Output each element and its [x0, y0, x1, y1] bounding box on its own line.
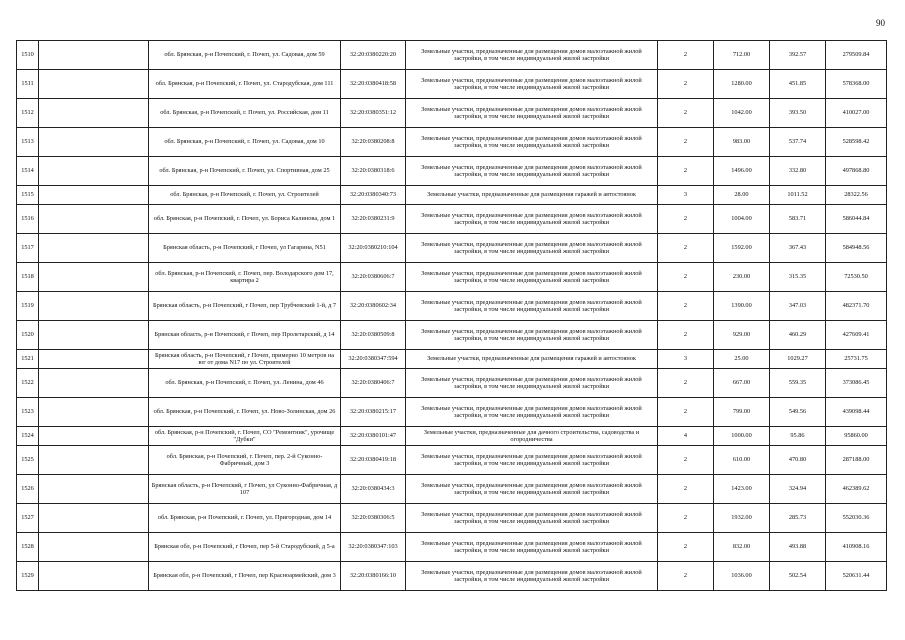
- row-number-cell: 1516: [17, 205, 39, 234]
- specific-value-cell: 347.03: [770, 292, 826, 321]
- address-cell: Брянская область, р-н Почепский, г Почеп, ул Суконно-Фабричная, д 107: [149, 475, 341, 504]
- cadastral-number-cell: 32:20:0380347:103: [341, 533, 406, 562]
- table-row: [17, 292, 887, 321]
- area-cell: 25.00: [714, 350, 770, 369]
- area-cell: 832.00: [714, 533, 770, 562]
- table-row: [17, 186, 887, 205]
- table-row: [17, 533, 887, 562]
- blank-cell: [39, 533, 149, 562]
- cadastral-value-cell: 279509.84: [826, 41, 887, 70]
- blank-cell: [39, 157, 149, 186]
- specific-value-cell: 95.86: [770, 427, 826, 446]
- group-cell: 2: [658, 446, 714, 475]
- blank-cell: [39, 41, 149, 70]
- land-use-cell: Земельные участки, предназначенные для размещения домов малоэтажной жилой застройки, в том числе индивидуальной жилой застройки: [406, 128, 658, 157]
- cadastral-value-cell: 28322.56: [826, 186, 887, 205]
- specific-value-cell: 460.29: [770, 321, 826, 350]
- blank-cell: [39, 70, 149, 99]
- land-use-cell: Земельные участки, предназначенные для размещения домов малоэтажной жилой застройки, в том числе индивидуальной жилой застройки: [406, 205, 658, 234]
- row-number-cell: 1518: [17, 263, 39, 292]
- address-cell: обл. Брянская, р-н Почепский, г. Почеп, пер. Володарского дом 17, квартира 2: [149, 263, 341, 292]
- land-use-cell: Земельные участки, предназначенные для дачного строительства, садоводства и огородничества: [406, 427, 658, 446]
- cadastral-number-cell: 32:20:0380231:9: [341, 205, 406, 234]
- cadastral-number-cell: 32:20:0380220:20: [341, 41, 406, 70]
- area-cell: 799.00: [714, 398, 770, 427]
- group-cell: 2: [658, 234, 714, 263]
- row-number-cell: 1517: [17, 234, 39, 263]
- cadastral-value-cell: 287188.00: [826, 446, 887, 475]
- land-use-cell: Земельные участки, предназначенные для размещения домов малоэтажной жилой застройки, в том числе индивидуальной жилой застройки: [406, 398, 658, 427]
- area-cell: 1280.00: [714, 70, 770, 99]
- address-cell: обл. Брянская, р-н Почепский, г. Почеп, ул. Бориса Калинова, дом 1: [149, 205, 341, 234]
- group-cell: 2: [658, 41, 714, 70]
- land-use-cell: Земельные участки, предназначенные для размещения домов малоэтажной жилой застройки, в том числе индивидуальной жилой застройки: [406, 41, 658, 70]
- cadastral-number-cell: 32:20:0380208:8: [341, 128, 406, 157]
- specific-value-cell: 285.73: [770, 504, 826, 533]
- group-cell: 2: [658, 70, 714, 99]
- table-row: [17, 427, 887, 446]
- area-cell: 1390.00: [714, 292, 770, 321]
- row-number-cell: 1526: [17, 475, 39, 504]
- address-cell: Брянская область, р-н Почепский, г Почеп, пер Пролетарский, д 14: [149, 321, 341, 350]
- row-number-cell: 1521: [17, 350, 39, 369]
- cadastral-value-cell: 439098.44: [826, 398, 887, 427]
- row-number-cell: 1520: [17, 321, 39, 350]
- cadastral-number-cell: 32:20:0380418:58: [341, 70, 406, 99]
- land-use-cell: Земельные участки, предназначенные для размещения домов малоэтажной жилой застройки, в том числе индивидуальной жилой застройки: [406, 157, 658, 186]
- area-cell: 1036.00: [714, 562, 770, 591]
- area-cell: 667.00: [714, 369, 770, 398]
- area-cell: 1592.00: [714, 234, 770, 263]
- cadastral-value-cell: 528598.42: [826, 128, 887, 157]
- land-use-cell: Земельные участки, предназначенные для размещения домов малоэтажной жилой застройки, в том числе индивидуальной жилой застройки: [406, 369, 658, 398]
- blank-cell: [39, 234, 149, 263]
- blank-cell: [39, 504, 149, 533]
- land-use-cell: Земельные участки, предназначенные для размещения домов малоэтажной жилой застройки, в том числе индивидуальной жилой застройки: [406, 292, 658, 321]
- table-row: [17, 321, 887, 350]
- cadastral-value-cell: 520631.44: [826, 562, 887, 591]
- land-use-cell: Земельные участки, предназначенные для размещения домов малоэтажной жилой застройки, в том числе индивидуальной жилой застройки: [406, 533, 658, 562]
- address-cell: обл. Брянская, р-н Почепский, г. Почеп, СО "Ремонтник", урочище "Дубки": [149, 427, 341, 446]
- cadastral-number-cell: 32:20:0380606:7: [341, 263, 406, 292]
- row-number-cell: 1524: [17, 427, 39, 446]
- cadastral-number-cell: 32:20:0380347:594: [341, 350, 406, 369]
- specific-value-cell: 502.54: [770, 562, 826, 591]
- blank-cell: [39, 446, 149, 475]
- blank-cell: [39, 427, 149, 446]
- area-cell: 1496.00: [714, 157, 770, 186]
- land-use-cell: Земельные участки, предназначенные для размещения домов малоэтажной жилой застройки, в том числе индивидуальной жилой застройки: [406, 70, 658, 99]
- table-row: [17, 205, 887, 234]
- cadastral-value-cell: 584948.56: [826, 234, 887, 263]
- land-use-cell: Земельные участки, предназначенные для размещения домов малоэтажной жилой застройки, в том числе индивидуальной жилой застройки: [406, 321, 658, 350]
- address-cell: Брянская область, р-н Почепский, г Почеп, пер Трубчевский 1-й, д 7: [149, 292, 341, 321]
- group-cell: 2: [658, 398, 714, 427]
- group-cell: 2: [658, 263, 714, 292]
- specific-value-cell: 493.88: [770, 533, 826, 562]
- blank-cell: [39, 350, 149, 369]
- group-cell: 2: [658, 369, 714, 398]
- address-cell: обл. Брянская, р-н Почепский, г. Почеп, ул. Садовая, дом 10: [149, 128, 341, 157]
- address-cell: Брянская обл, р-н Почепский, г Почеп, пер Красноармейский, дом 3: [149, 562, 341, 591]
- land-use-cell: Земельные участки, предназначенные для размещения домов малоэтажной жилой застройки, в том числе индивидуальной жилой застройки: [406, 446, 658, 475]
- address-cell: обл. Брянская, р-н Почепский, г. Почеп, ул. Пригородная, дом 14: [149, 504, 341, 533]
- land-use-cell: Земельные участки, предназначенные для размещения гаражей и автостоянок: [406, 186, 658, 205]
- address-cell: Брянская область, р-н Почепский, г Почеп, ул Гагарина, N51: [149, 234, 341, 263]
- blank-cell: [39, 186, 149, 205]
- cadastral-number-cell: 32:20:0380166:10: [341, 562, 406, 591]
- address-cell: обл. Брянская, р-н Почепский, г. Почеп, ул. Спортивная, дом 25: [149, 157, 341, 186]
- area-cell: 1932.00: [714, 504, 770, 533]
- specific-value-cell: 393.50: [770, 99, 826, 128]
- cadastral-value-cell: 578368.00: [826, 70, 887, 99]
- specific-value-cell: 315.35: [770, 263, 826, 292]
- blank-cell: [39, 128, 149, 157]
- address-cell: Брянская область, р-н Почепский, г Почеп, примерно 10 метров на юг от дома N17 по ул. Строителей: [149, 350, 341, 369]
- table-row: [17, 475, 887, 504]
- row-number-cell: 1511: [17, 70, 39, 99]
- cadastral-number-cell: 32:20:0380419:18: [341, 446, 406, 475]
- table-row: [17, 504, 887, 533]
- cadastral-number-cell: 32:20:0380318:6: [341, 157, 406, 186]
- group-cell: 2: [658, 157, 714, 186]
- address-cell: обл. Брянская, р-н Почепский, г. Почеп, ул. Стародубская, дом 111: [149, 70, 341, 99]
- specific-value-cell: 332.80: [770, 157, 826, 186]
- land-use-cell: Земельные участки, предназначенные для размещения домов малоэтажной жилой застройки, в том числе индивидуальной жилой застройки: [406, 475, 658, 504]
- cadastral-number-cell: 32:20:0380306:5: [341, 504, 406, 533]
- table-row: [17, 234, 887, 263]
- area-cell: 610.00: [714, 446, 770, 475]
- cadastral-number-cell: 32:20:0380602:34: [341, 292, 406, 321]
- area-cell: 1042.00: [714, 99, 770, 128]
- table-row: [17, 398, 887, 427]
- group-cell: 2: [658, 321, 714, 350]
- group-cell: 2: [658, 504, 714, 533]
- blank-cell: [39, 205, 149, 234]
- land-use-cell: Земельные участки, предназначенные для размещения домов малоэтажной жилой застройки, в том числе индивидуальной жилой застройки: [406, 234, 658, 263]
- address-cell: обл. Брянская, р-н Почепский, г. Почеп, пер. 2-й Суконно-Фабричный, дом 3: [149, 446, 341, 475]
- address-cell: обл. Брянская, р-н Почепский, г. Почеп, ул. Ново-Золинская, дом 26: [149, 398, 341, 427]
- specific-value-cell: 537.74: [770, 128, 826, 157]
- cadastral-number-cell: 32:20:0380215:17: [341, 398, 406, 427]
- specific-value-cell: 559.35: [770, 369, 826, 398]
- group-cell: 3: [658, 186, 714, 205]
- table-row: [17, 70, 887, 99]
- row-number-cell: 1529: [17, 562, 39, 591]
- blank-cell: [39, 292, 149, 321]
- row-number-cell: 1515: [17, 186, 39, 205]
- cadastral-value-cell: 427609.41: [826, 321, 887, 350]
- cadastral-number-cell: 32:20:0380340:73: [341, 186, 406, 205]
- land-use-cell: Земельные участки, предназначенные для размещения домов малоэтажной жилой застройки, в том числе индивидуальной жилой застройки: [406, 99, 658, 128]
- specific-value-cell: 470.80: [770, 446, 826, 475]
- land-use-cell: Земельные участки, предназначенные для размещения домов малоэтажной жилой застройки, в том числе индивидуальной жилой застройки: [406, 504, 658, 533]
- cadastral-number-cell: 32:20:0380509:8: [341, 321, 406, 350]
- cadastral-value-cell: 373086.45: [826, 369, 887, 398]
- cadastral-value-table: [16, 40, 887, 591]
- cadastral-value-cell: 410027.00: [826, 99, 887, 128]
- row-number-cell: 1510: [17, 41, 39, 70]
- address-cell: Брянская обл, р-н Почепский, г Почеп, пер 5-й Стародубский, д 5-а: [149, 533, 341, 562]
- cadastral-number-cell: 32:20:0380351:12: [341, 99, 406, 128]
- cadastral-number-cell: 32:20:0380210:104: [341, 234, 406, 263]
- cadastral-value-cell: 410908.16: [826, 533, 887, 562]
- specific-value-cell: 549.56: [770, 398, 826, 427]
- table-row: [17, 99, 887, 128]
- area-cell: 230.00: [714, 263, 770, 292]
- group-cell: 2: [658, 562, 714, 591]
- cadastral-value-cell: 552030.36: [826, 504, 887, 533]
- area-cell: 28.00: [714, 186, 770, 205]
- specific-value-cell: 583.71: [770, 205, 826, 234]
- row-number-cell: 1513: [17, 128, 39, 157]
- blank-cell: [39, 475, 149, 504]
- group-cell: 2: [658, 205, 714, 234]
- blank-cell: [39, 263, 149, 292]
- area-cell: 983.00: [714, 128, 770, 157]
- area-cell: 1000.00: [714, 427, 770, 446]
- address-cell: обл. Брянская, р-н Почепский, г. Почеп, ул. Строителей: [149, 186, 341, 205]
- area-cell: 929.00: [714, 321, 770, 350]
- group-cell: 2: [658, 533, 714, 562]
- group-cell: 2: [658, 292, 714, 321]
- land-use-cell: Земельные участки, предназначенные для размещения гаражей и автостоянок: [406, 350, 658, 369]
- table-row: [17, 562, 887, 591]
- table-row: [17, 350, 887, 369]
- row-number-cell: 1519: [17, 292, 39, 321]
- blank-cell: [39, 369, 149, 398]
- cadastral-number-cell: 32:20:0380434:3: [341, 475, 406, 504]
- area-cell: 712.00: [714, 41, 770, 70]
- row-number-cell: 1525: [17, 446, 39, 475]
- specific-value-cell: 451.85: [770, 70, 826, 99]
- group-cell: 4: [658, 427, 714, 446]
- land-use-cell: Земельные участки, предназначенные для размещения домов малоэтажной жилой застройки, в том числе индивидуальной жилой застройки: [406, 562, 658, 591]
- area-cell: 1004.00: [714, 205, 770, 234]
- specific-value-cell: 1029.27: [770, 350, 826, 369]
- page-number: 90: [876, 18, 885, 28]
- group-cell: 2: [658, 99, 714, 128]
- group-cell: 3: [658, 350, 714, 369]
- table-row: [17, 157, 887, 186]
- cadastral-value-cell: 497868.80: [826, 157, 887, 186]
- table-row: [17, 369, 887, 398]
- table-row: [17, 128, 887, 157]
- row-number-cell: 1528: [17, 533, 39, 562]
- cadastral-number-cell: 32:20:0380406:7: [341, 369, 406, 398]
- blank-cell: [39, 398, 149, 427]
- blank-cell: [39, 321, 149, 350]
- specific-value-cell: 367.43: [770, 234, 826, 263]
- cadastral-value-cell: 586044.84: [826, 205, 887, 234]
- row-number-cell: 1514: [17, 157, 39, 186]
- cadastral-number-cell: 32:20:0380101:47: [341, 427, 406, 446]
- group-cell: 2: [658, 475, 714, 504]
- blank-cell: [39, 562, 149, 591]
- row-number-cell: 1522: [17, 369, 39, 398]
- cadastral-value-cell: 462389.62: [826, 475, 887, 504]
- specific-value-cell: 392.57: [770, 41, 826, 70]
- cadastral-value-cell: 95860.00: [826, 427, 887, 446]
- area-cell: 1423.00: [714, 475, 770, 504]
- table-row: [17, 263, 887, 292]
- address-cell: обл. Брянская, р-н Почепский, г. Почеп, ул. Ленина, дом 46: [149, 369, 341, 398]
- cadastral-value-cell: 72530.50: [826, 263, 887, 292]
- row-number-cell: 1527: [17, 504, 39, 533]
- table-row: [17, 446, 887, 475]
- table-row: [17, 41, 887, 70]
- cadastral-value-cell: 482371.70: [826, 292, 887, 321]
- address-cell: обл. Брянская, р-н Почепский, г. Почеп, ул. Садовая, дом 59: [149, 41, 341, 70]
- cadastral-value-cell: 25731.75: [826, 350, 887, 369]
- table-body: [17, 41, 887, 591]
- blank-cell: [39, 99, 149, 128]
- group-cell: 2: [658, 128, 714, 157]
- specific-value-cell: 1011.52: [770, 186, 826, 205]
- specific-value-cell: 324.94: [770, 475, 826, 504]
- row-number-cell: 1512: [17, 99, 39, 128]
- row-number-cell: 1523: [17, 398, 39, 427]
- address-cell: обл. Брянская, р-н Почепский, г. Почеп, ул. Российская, дом 11: [149, 99, 341, 128]
- land-use-cell: Земельные участки, предназначенные для размещения домов малоэтажной жилой застройки, в том числе индивидуальной жилой застройки: [406, 263, 658, 292]
